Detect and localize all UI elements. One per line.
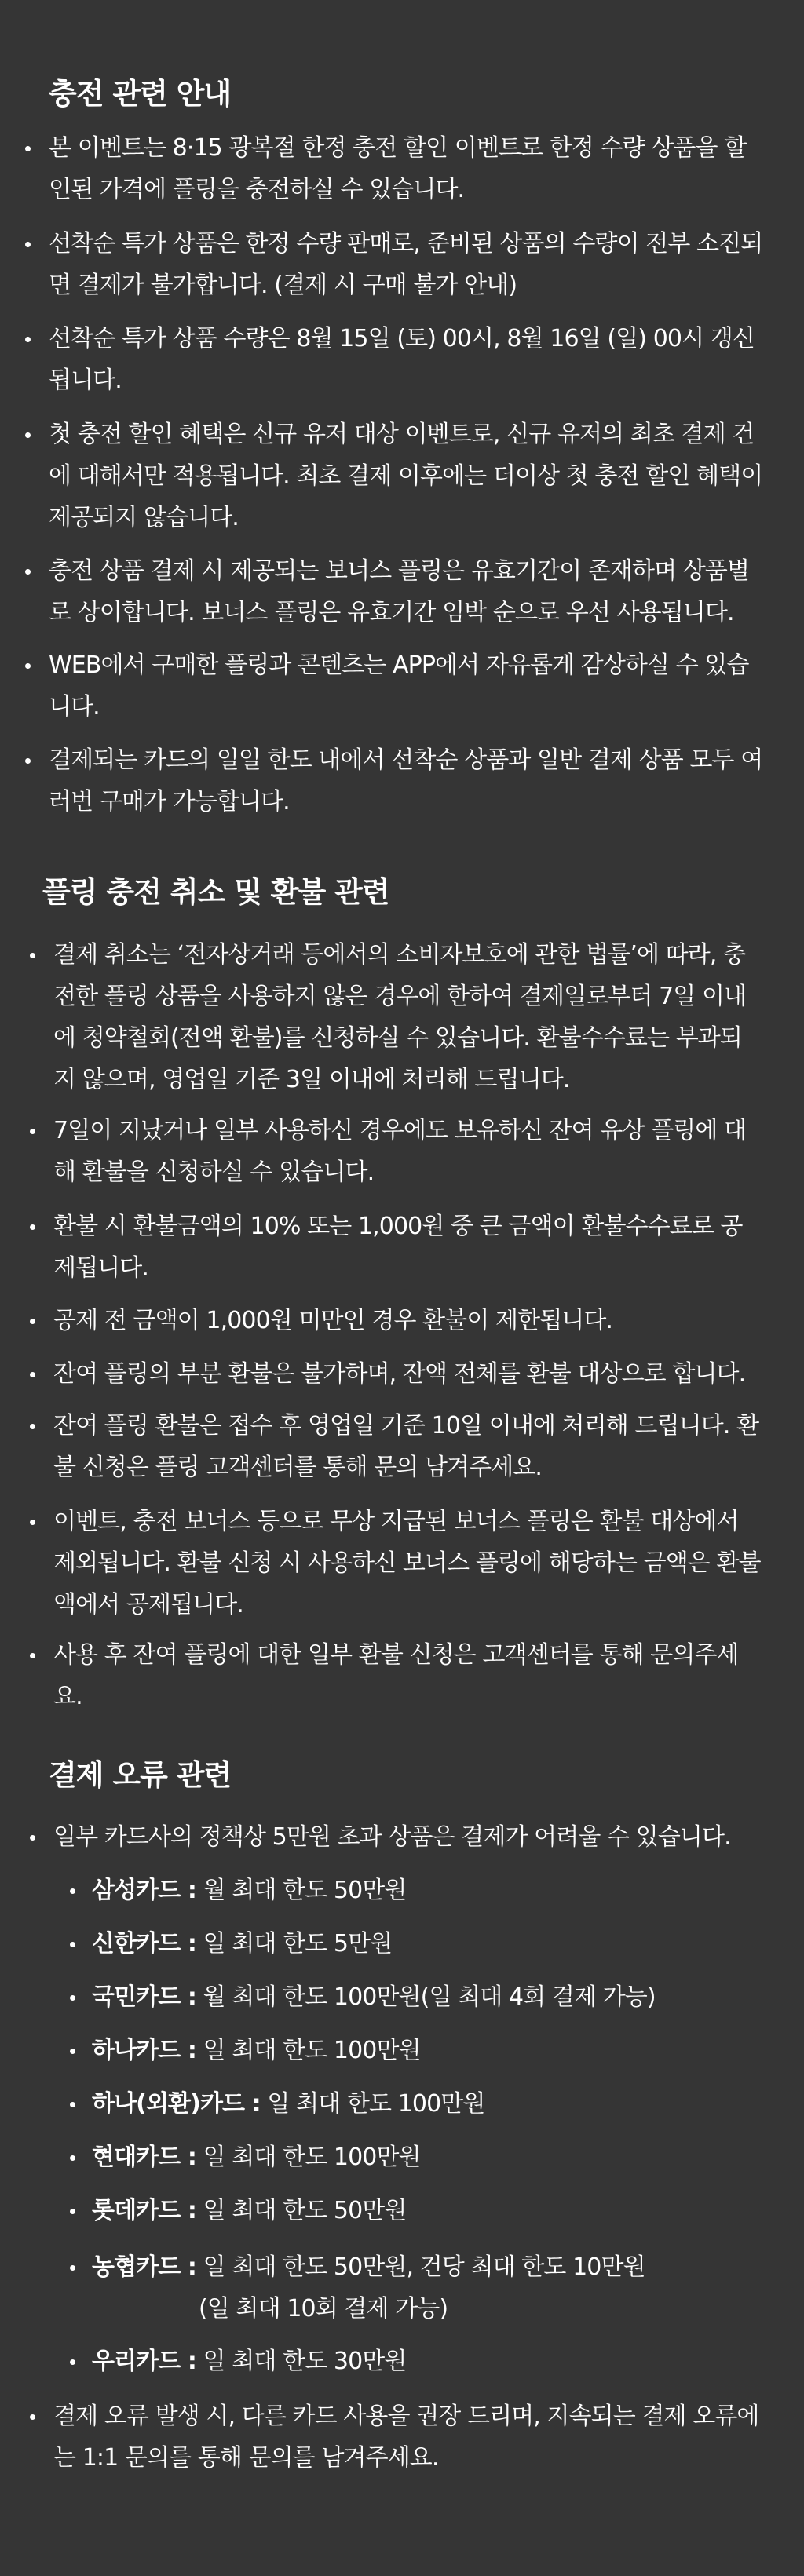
card-limit: 일 최대 한도 30만원 bbox=[203, 2348, 407, 2375]
card-name: 하나카드 : bbox=[92, 2037, 196, 2064]
card-limit: 일 최대 한도 5만원 bbox=[203, 1930, 393, 1958]
card-limit: 일 최대 한도 100만원 bbox=[203, 2144, 421, 2171]
card-limit-item bbox=[92, 2246, 783, 2330]
refund-notice-item: 이벤트, 충전 보너스 등으로 무상 지급된 보너스 플링은 환불 대상에서 제외됩니다. 환불 신청 시 사용하신 보너스 플링에 해당하는 금액은 환불액에서 공제됩니다. bbox=[53, 1501, 763, 1626]
card-name: 국민카드 : bbox=[92, 1983, 196, 2011]
card-limit-item bbox=[92, 2341, 783, 2382]
card-name: 신한카드 : bbox=[92, 1930, 196, 1958]
card-name: 우리카드 : bbox=[92, 2348, 196, 2375]
charge-notice-title: 충전 관련 안내 bbox=[49, 77, 232, 111]
card-limit: 월 최대 한도 50만원 bbox=[203, 1877, 407, 1904]
card-name: 삼성카드 : bbox=[92, 1877, 196, 1904]
payment-error-title: 결제 오류 관련 bbox=[49, 1758, 232, 1792]
card-limit: 일 최대 한도 50만원, 건당 최대 한도 10만원 bbox=[203, 2253, 645, 2281]
refund-notice-item: 공제 전 금액이 1,000원 미만인 경우 환불이 제한됩니다. bbox=[53, 1300, 763, 1341]
refund-notice-item: 사용 후 잔여 플링에 대한 일부 환불 신청은 고객센터를 통해 문의주세요. bbox=[53, 1634, 763, 1717]
payment-error-outro: 결제 오류 발생 시, 다른 카드 사용을 권장 드리며, 지속되는 결제 오류에는 1:1 문의를 통해 문의를 남겨주세요. bbox=[53, 2395, 763, 2479]
refund-notice-item: 잔여 플링의 부분 환불은 불가하며, 잔액 전체를 환불 대상으로 합니다. bbox=[53, 1353, 763, 1395]
card-limit-item bbox=[92, 2083, 783, 2125]
card-limit-item bbox=[92, 1976, 783, 2018]
card-limit: 일 최대 한도 50만원 bbox=[203, 2197, 407, 2224]
card-limit: 일 최대 한도 100만원 bbox=[267, 2090, 485, 2118]
card-limit: 일 최대 한도 100만원 bbox=[203, 2037, 421, 2064]
charge-notice-item: 결제되는 카드의 일일 한도 내에서 선착순 상품과 일반 결제 상품 모두 여러번 구매가 가능합니다. bbox=[49, 739, 763, 823]
card-limit-item bbox=[92, 1923, 783, 1965]
refund-notice-title: 플링 충전 취소 및 환불 관련 bbox=[42, 875, 389, 909]
refund-notice-item: 잔여 플링 환불은 접수 후 영업일 기준 10일 이내에 처리해 드립니다. 환불 신청은 플링 고객센터를 통해 문의 남겨주세요. bbox=[53, 1405, 763, 1488]
card-limit: 월 최대 한도 100만원(일 최대 4회 결제 가능) bbox=[203, 1983, 656, 2011]
card-limit-note: (일 최대 10회 결제 가능) bbox=[199, 2295, 448, 2322]
refund-notice-item: 7일이 지났거나 일부 사용하신 경우에도 보유하신 잔여 유상 플링에 대해 환불을 신청하실 수 있습니다. bbox=[53, 1110, 763, 1193]
card-name: 하나(외환)카드 : bbox=[92, 2090, 261, 2118]
card-name: 롯데카드 : bbox=[92, 2197, 196, 2224]
charge-notice-item: WEB에서 구매한 플링과 콘텐츠는 APP에서 자유롭게 감상하실 수 있습니다. bbox=[49, 644, 763, 728]
card-limit-item bbox=[92, 2136, 783, 2178]
refund-notice-item: 환불 시 환불금액의 10% 또는 1,000원 중 큰 금액이 환불수수료로 공제됩니다. bbox=[53, 1206, 763, 1289]
charge-notice-item: 첫 충전 할인 혜택은 신규 유저 대상 이벤트로, 신규 유저의 최초 결제 건에 대해서만 적용됩니다. 최초 결제 이후에는 더이상 첫 충전 할인 혜택이 제공되지 않습니다. bbox=[49, 414, 763, 538]
charge-notice-item: 선착순 특가 상품 수량은 8월 15일 (토) 00시, 8월 16일 (일) 00시 갱신됩니다. bbox=[49, 318, 763, 401]
charge-notice-item: 충전 상품 결제 시 제공되는 보너스 플링은 유효기간이 존재하며 상품별로 상이합니다. 보너스 플링은 유효기간 임박 순으로 우선 사용됩니다. bbox=[49, 550, 763, 633]
card-name: 현대카드 : bbox=[92, 2144, 196, 2171]
card-limit-item bbox=[92, 1870, 783, 1911]
card-limit-item bbox=[92, 2190, 783, 2231]
charge-notice-item: 선착순 특가 상품은 한정 수량 판매로, 준비된 상품의 수량이 전부 소진되면 결제가 불가합니다. (결제 시 구매 불가 안내) bbox=[49, 223, 763, 306]
payment-error-intro: 일부 카드사의 정책상 5만원 초과 상품은 결제가 어려울 수 있습니다. bbox=[53, 1816, 763, 1858]
charge-notice-item: 본 이벤트는 8·15 광복절 한정 충전 할인 이벤트로 한정 수량 상품을 할인된 가격에 플링을 충전하실 수 있습니다. bbox=[49, 127, 763, 210]
card-limit-item bbox=[92, 2030, 783, 2071]
card-name: 농협카드 : bbox=[92, 2253, 196, 2281]
refund-notice-item: 결제 취소는 ‘전자상거래 등에서의 소비자보호에 관한 법률’에 따라, 충전한 플링 상품을 사용하지 않은 경우에 한하여 결제일로부터 7일 이내에 청약철회(전액 환불)를 신청하실 수 있습니다. 환불수수료는 부과되지 않으며, 영업일 기준 3일 이내에 처리해 드립니다. bbox=[53, 934, 763, 1100]
